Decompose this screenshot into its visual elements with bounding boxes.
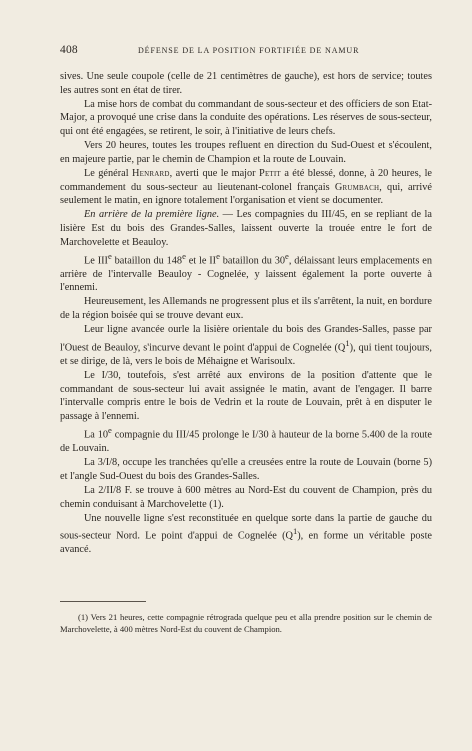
footnote-separator: [60, 601, 146, 602]
paragraph-3: Vers 20 heures, toutes les troupes refluent en direction du Sud-Ouest et s'écoulent, en majeure partie, par le chemin de Champion et la route de Louvain.: [60, 140, 432, 165]
paragraph-13: Une nouvelle ligne s'est reconstituée en quelque sorte dans la partie de gauche du sous-secteur Nord. Le point d'appui de Cognelée $(Q^1)$, en forme un véritable poste avancé.: [60, 512, 432, 556]
body-text: [60, 70, 432, 558]
page-number: 408: [60, 44, 78, 56]
paragraph-8: Leur ligne avancée ourle la lisière orientale du bois des Grandes-Salles, passe par l'Ouest de Beauloy, s'incurve devant le point d'appui de Cognelée $(Q^1)$, qui tient toujours, et se dirige, de là, vers le bois de Méhaigne et Warisoulx.: [60, 324, 432, 367]
page-header: [60, 44, 432, 58]
paragraph-1: sives. Une seule coupole (celle de 21 centimètres de gauche), est hors de service; toutes les autres sont en état de tirer.: [60, 71, 432, 96]
paragraph-7: Heureusement, les Allemands ne progressent plus et ils s'arrêtent, la nuit, en bordure de la région boisée qui se trouve devant eux.: [60, 296, 432, 322]
person-name: Petit: [259, 167, 281, 179]
footnote: (1) Vers 21 heures, cette compagnie rétrograda quelque peu et alla prendre position sur le chemin de Marchovelette, à 400 mètres Nord-Est du couvent de Champion.: [60, 612, 432, 635]
paragraph-9: Le I/30, toutefois, s'est arrêté aux environs de la position d'attente que le commandant de sous-secteur lui avait assignée le matin, avant de l'engager. Il barre l'intervalle compris entre le bois de Vedrin et la route de Louvain, prêt à en disputer le passage à l'ennemi.: [60, 370, 432, 422]
section-heading-italic: En arrière de la première ligne.: [84, 209, 220, 221]
paragraph-5: En arrière de la première ligne. — Les compagnies du III/45, en se repliant de la lisière Est du bois des Grandes-Salles, laissent ouverte la trouée entre le fort de Marchovelette et Beauloy.: [60, 209, 432, 248]
paragraph-10: La 10e compagnie du III/45 prolonge le I/30 à hauteur de la borne 5.400 de la route de Louvain.: [60, 425, 432, 455]
paragraph-4: Le général Henrard, averti que le major Petit a été blessé, donne, à 20 heures, le commandement du sous-secteur au lieutenant-colonel français Grumbach, qui, arrivé seulement le matin, en ignore totalement l'organisation et vient se documenter.: [60, 167, 433, 207]
person-name: Grumbach: [334, 181, 380, 193]
paragraph-6: Le IIIe bataillon du 148e et le IIe bataillon du 30e, délaissant leurs emplacements en arrière de l'intervalle Beauloy - Cognelée, y laissent également la porte ouverte à l'ennemi.: [60, 250, 432, 294]
paragraph-2: La mise hors de combat du commandant de sous-secteur et des officiers de son Etat-Major, a provoqué une crise dans la conduite des opérations. Les réserves de sous-secteur, qui ont été engagées, se retirent, le soir, à l'initiative de leurs chefs.: [60, 98, 432, 137]
person-name: Henrard: [131, 167, 170, 179]
paragraph-12: La 2/II/8 F. se trouve à 600 mètres au Nord-Est du couvent de Champion, près du chemin conduisant à Marchovelette (1).: [60, 485, 432, 510]
running-title: DÉFENSE DE LA POSITION FORTIFIÉE DE NAMUR: [138, 46, 360, 55]
paragraph-11: La 3/I/8, occupe les tranchées qu'elle a creusées entre la route de Louvain (borne 5) et l'angle Sud-Ouest du bois des Grandes-Salles.: [60, 457, 432, 482]
